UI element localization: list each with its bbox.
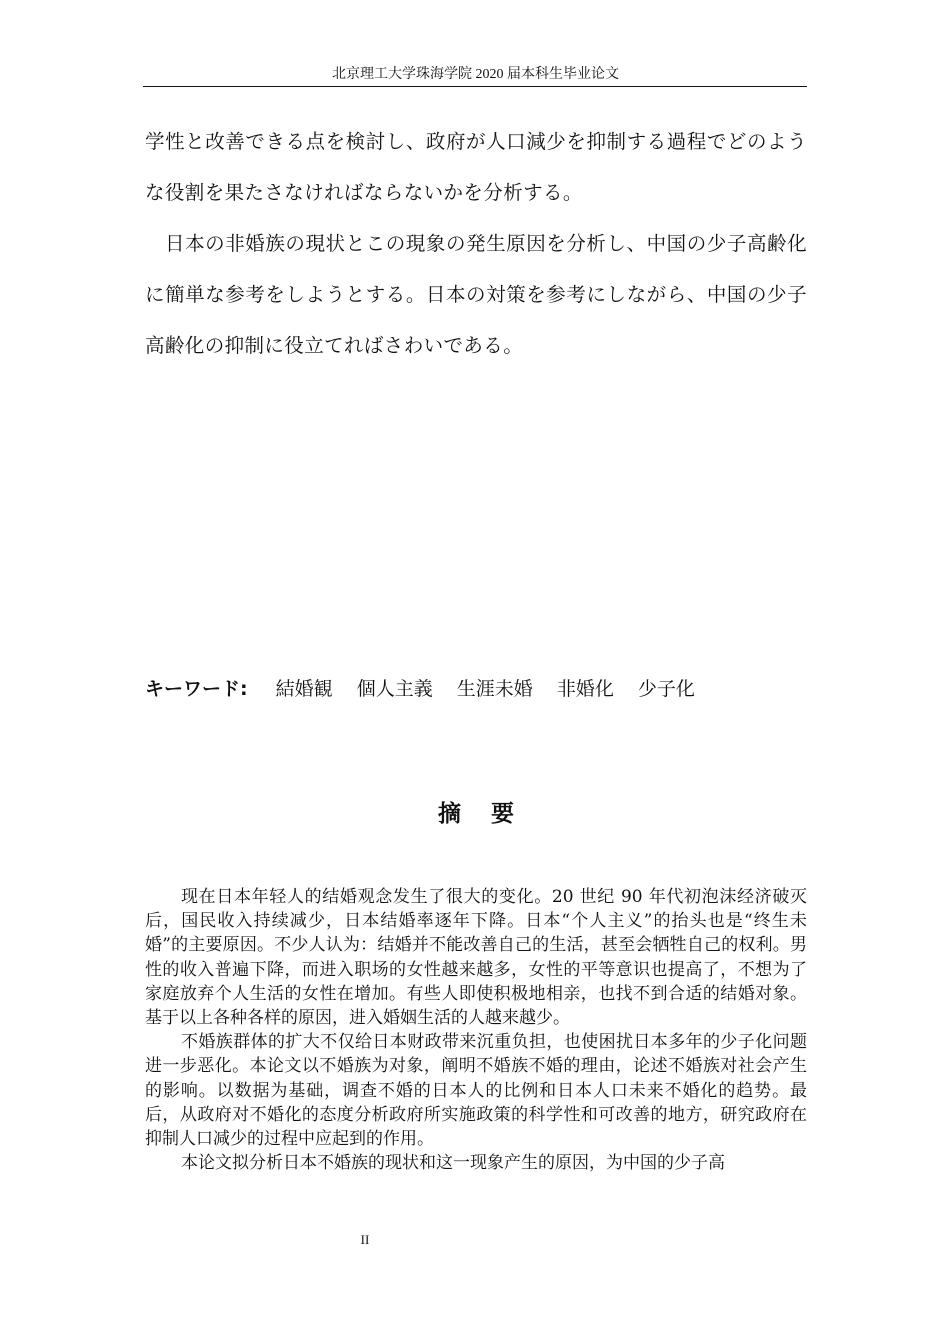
japanese-paragraph: 日本の非婚族の現状とこの現象の発生原因を分析し、中国の少子高齢化に簡単な参考をしようとする。日本の対策を参考にしながら、中国の少子高齢化の抑制に役立てればさわいである。: [145, 232, 807, 357]
keyword-item: 非婚化: [556, 678, 614, 700]
abstract-paragraph: 本论文拟分析日本不婚族的现状和这一现象产生的原因，为中国的少子高: [181, 1153, 725, 1174]
abstract-title: 摘要: [438, 801, 544, 827]
keyword-item: 結婚観: [275, 678, 333, 700]
keyword-item: 生涯未婚: [456, 678, 533, 700]
abstract-body: [145, 885, 807, 1175]
keywords-label: キーワード:: [145, 678, 248, 700]
keyword-item: 少子化: [637, 678, 695, 700]
page-header: 北京理工大学珠海学院 2020 届本科生毕业论文: [332, 67, 619, 82]
abstract-paragraph: 现在日本年轻人的结婚观念发生了很大的变化。20 世纪 90 年代初泡沫经济破灭后，国民收入持续减少，日本结婚率逐年下降。日本“个人主义”的抬头也是“终生未婚”的主要原因。不少人认为：结婚并不能改善自己的生活，甚至会牺牲自己的权利。男性的收入普遍下降，而进入职场的女性越来越多，女性的平等意识也提高了，不想为了家庭放弃个人生活的女性在增加。有些人即使积极地相亲，也找不到合适的结婚对象。基于以上各种各样的原因，进入婚姻生活的人越来越少。: [145, 887, 807, 1029]
abstract-paragraph: 不婚族群体的扩大不仅给日本财政带来沉重负担，也使困扰日本多年的少子化问题进一步恶化。本论文以不婚族为对象，阐明不婚族不婚的理由，论述不婚族对社会产生的影响。以数据为基础，调查不婚的日本人的比例和日本人口未来不婚化的趋势。最后，从政府对不婚化的态度分析政府所实施政策的科学性和可改善的地方，研究政府在抑制人口减少的过程中应起到的作用。: [145, 1032, 807, 1150]
page-number: II: [360, 1232, 370, 1247]
keyword-item: 個人主義: [356, 678, 433, 700]
japanese-paragraph: 学性と改善できる点を検討し、政府が人口減少を抑制する過程でどのような役割を果たさなければならないかを分析する。: [145, 130, 807, 204]
keywords-line: [145, 675, 713, 703]
header-rule: [143, 86, 807, 87]
